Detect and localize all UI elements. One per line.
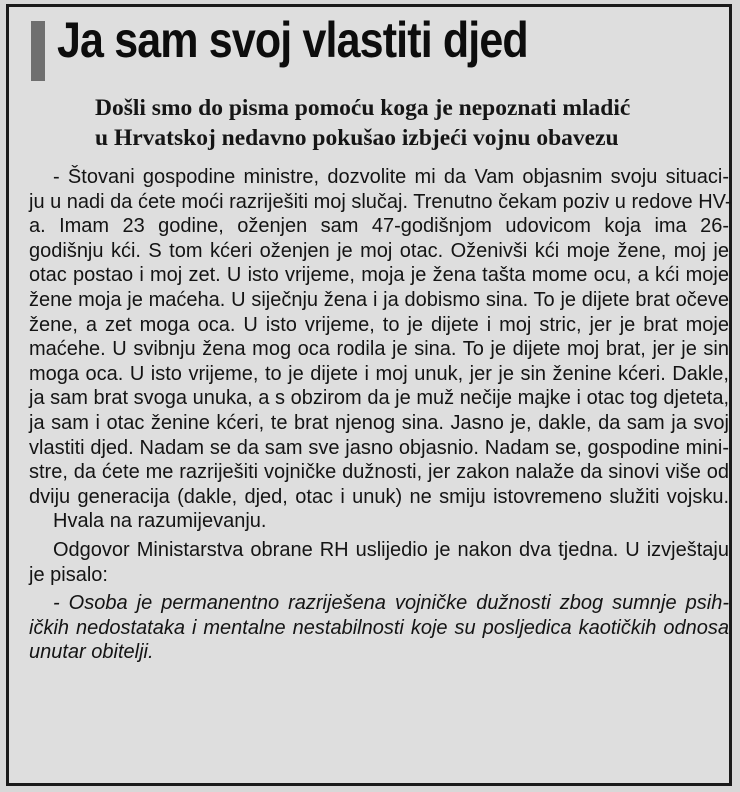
answer-line: unutar obitelji. (29, 641, 154, 664)
letter-line: ju u nadi da ćete moći razriješiti moj slučaj. Trenutno čekam poziv u redove HV- (29, 190, 732, 213)
letter-line: žene, a zet moga oca. U isto vrijeme, to je dijete i moj stric, jer je brat moje (29, 313, 729, 336)
subheadline-line: u Hrvatskoj nedavno pokušao izbjeći vojnu obavezu (95, 125, 619, 151)
reply-line: Odgovor Ministarstva obrane RH uslijedio je nakon dva tjedna. U izvještaju (53, 538, 729, 561)
letter-line: - Štovani gospodine ministre, dozvolite mi da Vam objasnim svoju situaci- (53, 166, 729, 188)
newspaper-clipping (6, 4, 732, 786)
letter-line: stre, da ćete me razriješiti vojničke dužnosti, jer zakon nalaže da sinovi više od (29, 461, 729, 484)
letter-line: dviju generacija (dakle, djed, otac i unuk) ne smiju istovremeno služiti vojsku. (29, 485, 729, 508)
subheadline (95, 93, 630, 153)
thanks-line: Hvala na razumijevanju. (53, 510, 267, 533)
letter-line: ja sam brat svoga unuka, a s obzirom da je muž nečije majke i otac tog djeteta, (29, 387, 729, 410)
article-body (29, 165, 732, 665)
letter-line: moga oca. U isto vrijeme, to je dijete i moj unuk, jer je sin ženine kćeri. Dakle, (29, 362, 729, 385)
headline: Ja sam svoj vlastiti djed (57, 12, 528, 68)
answer-line: ičkih nedostataka i mentalne nestabilnosti koje su posljedica kaotičkih odnosa (29, 616, 729, 639)
letter-line: a. Imam 23 godine, oženjen sam 47-godišnjom udovicom koja ima 26- (29, 215, 729, 238)
reply-line: je pisalo: (29, 563, 108, 586)
letter-line: godišnju kći. S tom kćeri oženjen je moj otac. Oženivši kći moje žene, moj je (29, 239, 729, 262)
letter-line: ja sam i otac ženine kćeri, te brat njenog sina. Jasno je, dakle, da sam ja svoj (29, 411, 729, 434)
headline-accent-bar (31, 21, 45, 81)
subheadline-line: Došli smo do pisma pomoću koga je nepoznati mladić (95, 95, 631, 121)
answer-line: - Osoba je permanentno razriješena vojničke dužnosti zbog sumnje psih- (53, 592, 729, 615)
letter-line: žene moja je maćeha. U siječnju žena i ja dobismo sina. To je dijete brat očeve (29, 288, 729, 311)
letter-line: vlastiti djed. Nadam se da sam sve jasno objasnio. Nadam se, gospodine mini- (29, 436, 729, 459)
letter-line: maćehe. U svibnju žena mog oca rodila je sina. To je dijete moj brat, jer je sin (29, 338, 729, 361)
letter-line: otac postao i moj zet. U isto vrijeme, moja je žena tašta mome ocu, a kći moje (29, 264, 729, 287)
